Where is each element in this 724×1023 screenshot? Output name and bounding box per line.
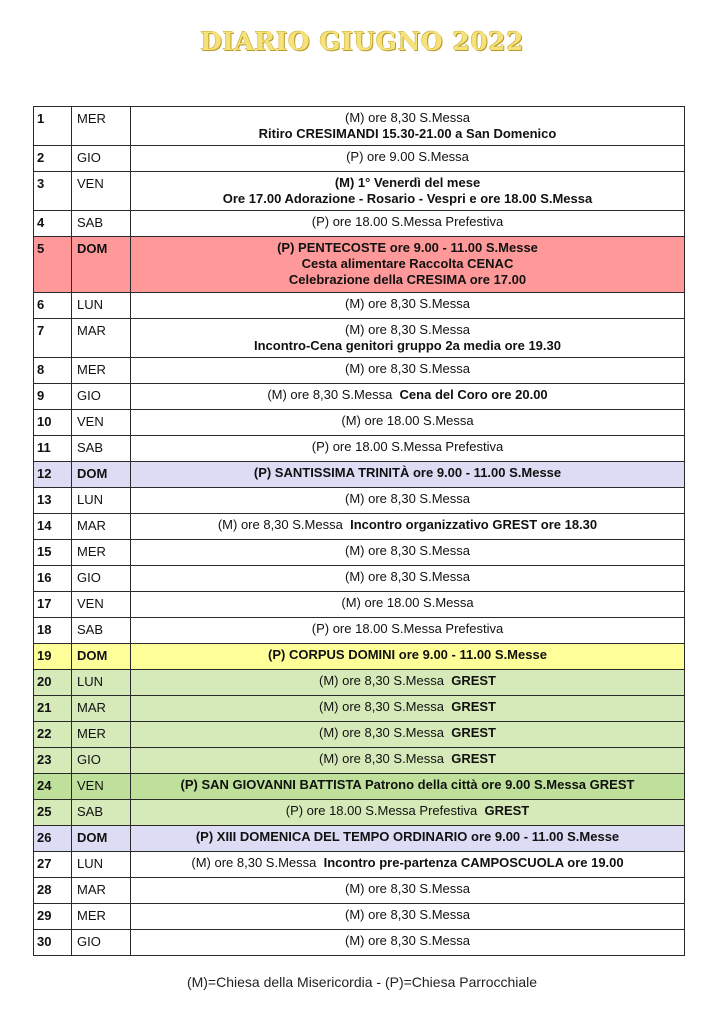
day-of-week: MAR xyxy=(72,878,131,904)
day-of-week: LUN xyxy=(72,488,131,514)
event-description xyxy=(131,107,685,146)
event-description xyxy=(131,540,685,566)
event-description xyxy=(131,930,685,956)
event-text: (M) ore 8,30 S.Messa xyxy=(318,699,444,714)
event-description xyxy=(131,237,685,293)
day-of-week: MER xyxy=(72,722,131,748)
event-line xyxy=(135,517,680,533)
event-text: (P) ore 9.00 S.Messa xyxy=(346,149,469,164)
event-description xyxy=(131,800,685,826)
day-of-week: LUN xyxy=(72,852,131,878)
event-line xyxy=(135,569,680,585)
event-description xyxy=(131,852,685,878)
event-line xyxy=(135,699,680,715)
event-description xyxy=(131,826,685,852)
diary-row xyxy=(34,774,685,800)
diary-row xyxy=(34,146,685,172)
event-description xyxy=(131,618,685,644)
event-text: (P) PENTECOSTE ore 9.00 - 11.00 S.Messe xyxy=(277,240,538,255)
day-number: 21 xyxy=(34,696,72,722)
event-description xyxy=(131,211,685,237)
event-highlight: GREST xyxy=(451,699,497,714)
event-text: (P) SAN GIOVANNI BATTISTA Patrono della città ore 9.00 S.Messa GREST xyxy=(180,777,635,792)
day-of-week: GIO xyxy=(72,930,131,956)
day-of-week: VEN xyxy=(72,410,131,436)
event-line xyxy=(135,361,680,377)
event-description xyxy=(131,748,685,774)
event-line xyxy=(135,621,680,637)
day-of-week: MER xyxy=(72,904,131,930)
diary-row xyxy=(34,293,685,319)
event-line xyxy=(135,933,680,949)
event-description xyxy=(131,436,685,462)
event-line xyxy=(135,881,680,897)
day-number: 12 xyxy=(34,462,72,488)
event-text: (M) ore 8,30 S.Messa xyxy=(191,855,317,870)
event-text: (P) SANTISSIMA TRINITÀ ore 9.00 - 11.00 S.Messe xyxy=(253,465,562,480)
day-number: 2 xyxy=(34,146,72,172)
event-description xyxy=(131,146,685,172)
day-number: 20 xyxy=(34,670,72,696)
legend-footer: (M)=Chiesa della Misericordia - (P)=Chiesa Parrocchiale xyxy=(186,974,538,990)
diary-table xyxy=(33,106,685,956)
day-number: 9 xyxy=(34,384,72,410)
event-line xyxy=(135,465,680,481)
diary-row xyxy=(34,514,685,540)
event-highlight: Cena del Coro ore 20.00 xyxy=(399,387,548,402)
diary-row xyxy=(34,592,685,618)
event-line xyxy=(135,338,680,354)
diary-row xyxy=(34,930,685,956)
diary-row xyxy=(34,358,685,384)
event-description xyxy=(131,514,685,540)
day-of-week: MAR xyxy=(72,319,131,358)
diary-row xyxy=(34,748,685,774)
diary-row xyxy=(34,618,685,644)
event-highlight: Incontro organizzativo GREST ore 18.30 xyxy=(350,517,598,532)
day-of-week: MER xyxy=(72,540,131,566)
day-number: 19 xyxy=(34,644,72,670)
event-line xyxy=(135,907,680,923)
day-number: 23 xyxy=(34,748,72,774)
event-text: (M) ore 8,30 S.Messa xyxy=(345,569,470,584)
day-number: 24 xyxy=(34,774,72,800)
event-text: (P) ore 18.00 S.Messa Prefestiva xyxy=(311,439,504,454)
event-text: (P) CORPUS DOMINI ore 9.00 - 11.00 S.Messe xyxy=(268,647,547,662)
day-number: 26 xyxy=(34,826,72,852)
event-description xyxy=(131,384,685,410)
event-line xyxy=(135,673,680,689)
day-of-week: GIO xyxy=(72,566,131,592)
event-text: (M) ore 8,30 S.Messa xyxy=(318,725,444,740)
event-description xyxy=(131,410,685,436)
day-number: 18 xyxy=(34,618,72,644)
event-text: (M) 1° Venerdì del mese xyxy=(334,175,481,190)
event-line xyxy=(135,322,680,338)
event-description xyxy=(131,878,685,904)
diary-row xyxy=(34,904,685,930)
event-line xyxy=(135,725,680,741)
day-of-week: GIO xyxy=(72,384,131,410)
event-description xyxy=(131,774,685,800)
event-highlight: GREST xyxy=(451,673,497,688)
diary-row xyxy=(34,722,685,748)
day-number: 1 xyxy=(34,107,72,146)
event-text: Celebrazione della CRESIMA ore 17.00 xyxy=(288,272,527,287)
diary-row xyxy=(34,384,685,410)
event-text: (M) ore 8,30 S.Messa xyxy=(345,361,470,376)
event-text: (M) ore 8,30 S.Messa xyxy=(318,751,444,766)
event-text: (M) ore 8,30 S.Messa xyxy=(345,907,470,922)
event-line xyxy=(135,751,680,767)
event-line xyxy=(135,647,680,663)
event-text: (M) ore 8,30 S.Messa xyxy=(217,517,343,532)
event-line xyxy=(135,829,680,845)
event-text: (M) ore 8,30 S.Messa xyxy=(345,491,470,506)
event-line xyxy=(135,110,680,126)
diary-row xyxy=(34,172,685,211)
day-of-week: DOM xyxy=(72,644,131,670)
diary-row xyxy=(34,540,685,566)
day-number: 28 xyxy=(34,878,72,904)
event-line xyxy=(135,439,680,455)
event-line xyxy=(135,149,680,165)
event-description xyxy=(131,293,685,319)
day-of-week: VEN xyxy=(72,592,131,618)
day-number: 10 xyxy=(34,410,72,436)
event-text: (P) ore 18.00 S.Messa Prefestiva xyxy=(311,214,504,229)
event-description xyxy=(131,696,685,722)
event-line xyxy=(135,214,680,230)
event-line xyxy=(135,803,680,819)
event-line xyxy=(135,296,680,312)
event-text: (M) ore 8,30 S.Messa xyxy=(345,110,470,125)
day-number: 4 xyxy=(34,211,72,237)
day-number: 17 xyxy=(34,592,72,618)
diary-row xyxy=(34,878,685,904)
event-text: (M) ore 8,30 S.Messa xyxy=(345,322,470,337)
day-number: 30 xyxy=(34,930,72,956)
diary-row xyxy=(34,436,685,462)
day-of-week: VEN xyxy=(72,172,131,211)
event-text: Incontro-Cena genitori gruppo 2a media ore 19.30 xyxy=(253,338,561,353)
day-of-week: GIO xyxy=(72,146,131,172)
day-number: 13 xyxy=(34,488,72,514)
event-text: (M) ore 8,30 S.Messa xyxy=(345,933,470,948)
day-of-week: SAB xyxy=(72,211,131,237)
diary-row xyxy=(34,211,685,237)
diary-row xyxy=(34,488,685,514)
event-highlight: GREST xyxy=(451,725,497,740)
diary-row xyxy=(34,107,685,146)
event-text: (P) ore 18.00 S.Messa Prefestiva xyxy=(285,803,478,818)
event-line xyxy=(135,256,680,272)
day-number: 14 xyxy=(34,514,72,540)
day-of-week: VEN xyxy=(72,774,131,800)
event-line xyxy=(135,595,680,611)
event-line xyxy=(135,777,680,793)
event-description xyxy=(131,592,685,618)
diary-row xyxy=(34,566,685,592)
event-description xyxy=(131,319,685,358)
event-line xyxy=(135,387,680,403)
day-of-week: GIO xyxy=(72,748,131,774)
event-text: (P) ore 18.00 S.Messa Prefestiva xyxy=(311,621,504,636)
day-of-week: SAB xyxy=(72,800,131,826)
event-highlight: GREST xyxy=(451,751,497,766)
event-line xyxy=(135,543,680,559)
diary-row xyxy=(34,237,685,293)
event-line xyxy=(135,855,680,871)
day-of-week: MAR xyxy=(72,696,131,722)
day-number: 25 xyxy=(34,800,72,826)
event-line xyxy=(135,126,680,142)
diary-row xyxy=(34,670,685,696)
event-text: (M) ore 18.00 S.Messa xyxy=(341,413,474,428)
day-number: 8 xyxy=(34,358,72,384)
event-text: (P) XIII DOMENICA DEL TEMPO ORDINARIO ore 9.00 - 11.00 S.Messe xyxy=(195,829,620,844)
day-of-week: MER xyxy=(72,358,131,384)
day-of-week: DOM xyxy=(72,462,131,488)
day-number: 5 xyxy=(34,237,72,293)
event-line xyxy=(135,191,680,207)
day-number: 16 xyxy=(34,566,72,592)
event-description xyxy=(131,462,685,488)
event-line xyxy=(135,413,680,429)
event-text: (M) ore 8,30 S.Messa xyxy=(267,387,393,402)
event-description xyxy=(131,644,685,670)
day-number: 11 xyxy=(34,436,72,462)
diary-row xyxy=(34,410,685,436)
day-number: 15 xyxy=(34,540,72,566)
event-text: (M) ore 8,30 S.Messa xyxy=(345,543,470,558)
event-description xyxy=(131,670,685,696)
event-line xyxy=(135,175,680,191)
event-text: (M) ore 18.00 S.Messa xyxy=(341,595,474,610)
event-text: (M) ore 8,30 S.Messa xyxy=(345,296,470,311)
day-of-week: LUN xyxy=(72,670,131,696)
event-description xyxy=(131,172,685,211)
event-description xyxy=(131,904,685,930)
event-line xyxy=(135,491,680,507)
day-number: 27 xyxy=(34,852,72,878)
day-number: 22 xyxy=(34,722,72,748)
event-line xyxy=(135,240,680,256)
diary-row xyxy=(34,319,685,358)
diary-row xyxy=(34,826,685,852)
diary-row xyxy=(34,852,685,878)
day-of-week: SAB xyxy=(72,436,131,462)
day-number: 29 xyxy=(34,904,72,930)
day-of-week: LUN xyxy=(72,293,131,319)
diary-row xyxy=(34,800,685,826)
event-text: (M) ore 8,30 S.Messa xyxy=(318,673,444,688)
diary-row xyxy=(34,462,685,488)
day-of-week: DOM xyxy=(72,826,131,852)
day-of-week: MAR xyxy=(72,514,131,540)
diary-row xyxy=(34,644,685,670)
event-description xyxy=(131,488,685,514)
day-number: 6 xyxy=(34,293,72,319)
event-description xyxy=(131,358,685,384)
event-text: Ritiro CRESIMANDI 15.30-21.00 a San Domenico xyxy=(258,126,557,141)
event-description xyxy=(131,566,685,592)
day-number: 3 xyxy=(34,172,72,211)
event-description xyxy=(131,722,685,748)
event-line xyxy=(135,272,680,288)
day-number: 7 xyxy=(34,319,72,358)
event-text: Cesta alimentare Raccolta CENAC xyxy=(301,256,514,271)
day-of-week: DOM xyxy=(72,237,131,293)
event-highlight: GREST xyxy=(484,803,530,818)
page-title: DIARIO GIUGNO 2022 xyxy=(200,27,524,56)
event-text: Ore 17.00 Adorazione - Rosario - Vespri e ore 18.00 S.Messa xyxy=(222,191,593,206)
day-of-week: MER xyxy=(72,107,131,146)
event-highlight: Incontro pre-partenza CAMPOSCUOLA ore 19.00 xyxy=(323,855,624,870)
diary-table-body xyxy=(34,107,685,956)
day-of-week: SAB xyxy=(72,618,131,644)
diary-row xyxy=(34,696,685,722)
event-text: (M) ore 8,30 S.Messa xyxy=(345,881,470,896)
